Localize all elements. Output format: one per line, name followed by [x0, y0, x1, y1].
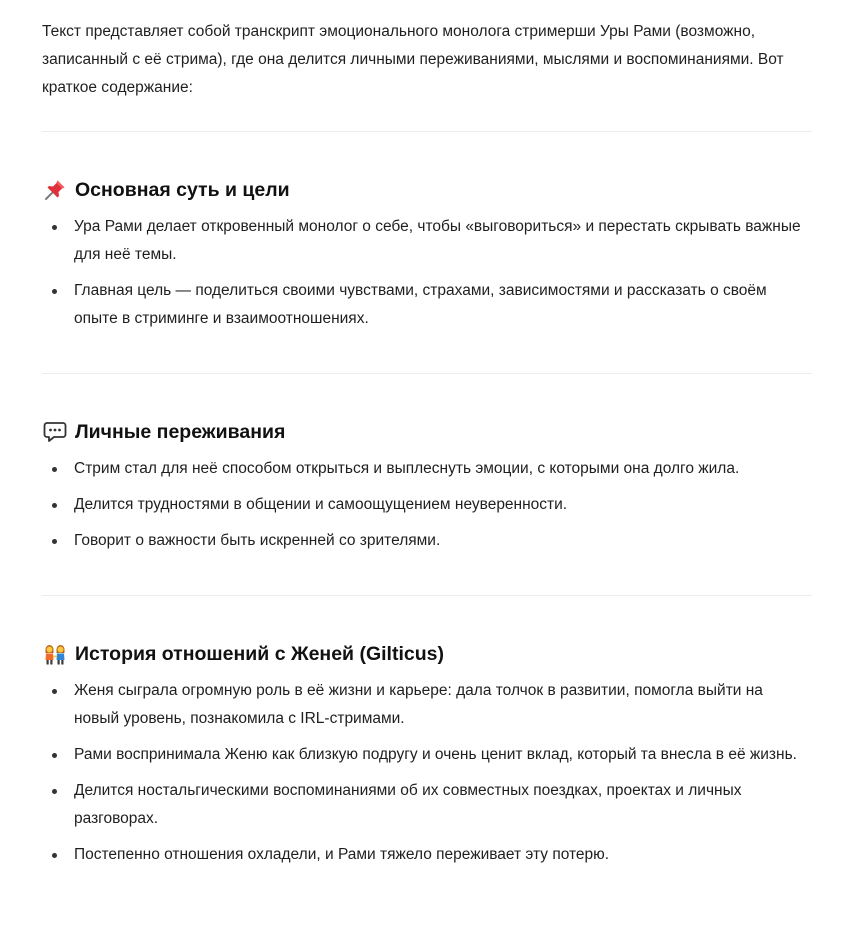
section-heading-main-points	[42, 175, 812, 205]
list-item: Ура Рами делает откровенный монолог о себе, чтобы «выговориться» и перестать скрывать важные для неё темы.	[42, 213, 812, 269]
list-item: Женя сыграла огромную роль в её жизни и карьере: дала толчок в развитии, помогла выйти на новый уровень, познакомила с IRL-стримами.	[42, 677, 812, 733]
document-body	[42, 0, 812, 869]
list-item: Рами воспринимала Женю как близкую подругу и очень ценит вклад, который та внесла в её жизнь.	[42, 741, 812, 769]
speech-bubble-icon	[42, 420, 68, 444]
bullet-list	[42, 455, 812, 555]
pushpin-icon	[42, 178, 68, 202]
list-item: Стрим стал для неё способом открыться и выплеснуть эмоции, с которыми она долго жила.	[42, 455, 812, 483]
section-divider	[42, 373, 812, 374]
section-heading-relationship-history	[42, 639, 812, 669]
list-item: Делится ностальгическими воспоминаниями об их совместных поездках, проектах и личных разговорах.	[42, 777, 812, 833]
list-item: Говорит о важности быть искренней со зрителями.	[42, 527, 812, 555]
bullet-list	[42, 677, 812, 869]
list-item: Главная цель — поделиться своими чувствами, страхами, зависимостями и рассказать о своём опыте в стриминге и взаимоотношениях.	[42, 277, 812, 333]
section-title: Основная суть и цели	[75, 178, 290, 201]
section-heading-personal-feelings	[42, 417, 812, 447]
two-women-icon	[42, 642, 68, 666]
intro-paragraph: Текст представляет собой транскрипт эмоционального монолога стримерши Уры Рами (возможно, записанный с её стрима), где она делится личными переживаниями, мыслями и воспоминаниями. Вот краткое содержание:	[42, 23, 784, 96]
section-title: История отношений с Женей (Gilticus)	[75, 642, 444, 665]
section-divider	[42, 595, 812, 596]
list-item: Постепенно отношения охладели, и Рами тяжело переживает эту потерю.	[42, 841, 812, 869]
bullet-list	[42, 213, 812, 333]
list-item: Делится трудностями в общении и самоощущением неуверенности.	[42, 491, 812, 519]
section-title: Личные переживания	[75, 420, 286, 443]
section-divider	[42, 131, 812, 132]
